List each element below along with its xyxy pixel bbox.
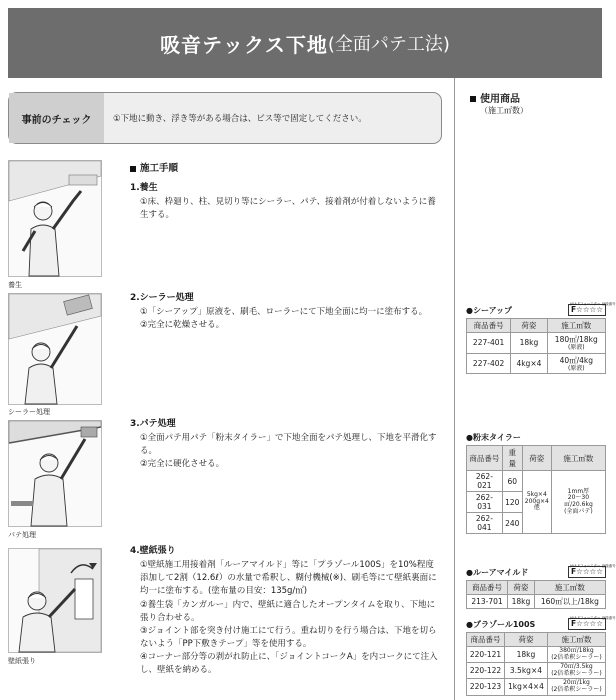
product-taira [466,432,606,534]
table-row: 262-031 120 [467,492,606,513]
step-item: ②完全に硬化させる。 [140,459,225,470]
step-title: 2.シーラー処理 [130,293,194,303]
caption-wallpaper: 壁紙張り [8,657,36,665]
precheck-text: ①下地に動き、浮き等がある場合は、ビス等で固定してください。 [113,114,367,124]
step-item: ①床、枠廻り、柱、見切り等にシーラー、パテ、接着剤が付着しないように養生する。 [140,197,436,221]
square-bullet-icon [470,96,476,102]
precheck-label: 事前のチェック [9,93,104,143]
page-title: 吸音テックス下地 [160,32,328,57]
step-item: ④コーナー部分等の剥がれ防止に、「ジョイントコークA」を内コークにて注入し、壁紙を納める。 [140,652,438,676]
table-row: 213-701 18kg 160㎡以上/18kg [467,595,606,609]
table-row: 220-121 18kg 380㎡/18kg (2倍希釈シーラー) [467,647,606,663]
page-header [8,8,602,78]
product-rua [466,564,616,609]
product-table: 商品番号 荷姿 施工㎡数 220-121 18kg 380㎡/18kg (2倍希釈シーラー) 220-122 3.5kg×4 70㎡/3.5kg (2倍希釈シーラー) 220-123 1kg×4×4 20㎡/1kg (2倍希釈シーラー) [466,632,606,696]
step-sealer [130,290,440,332]
f-star-rating-badge: JAIA Fフォースター 登録番号 F☆☆☆☆ [569,302,616,314]
step-title: 3.パテ処理 [130,419,176,429]
products-subtitle: （施工㎡数） [480,106,528,115]
step-item: ②完全に乾燥させる。 [140,320,225,331]
f-star-rating-badge: JAIA Fフォースター 登録番号 F☆☆☆☆ [569,616,616,628]
step-title: 1.養生 [130,183,158,193]
product-table: 商品番号 重量 荷姿 施工㎡数 262-021 60 5kg×4 200g×4 他 1mm厚 20〜30㎡/20.6kg (全面パテ) 262-031 120 262-041 240 [466,445,606,534]
caption-sealer: シーラー処理 [8,408,50,416]
illustration-putty [8,420,102,527]
square-bullet-icon [130,166,136,172]
f-star-rating-badge: JAIA Fフォースター 登録番号 F☆☆☆☆ [569,564,616,576]
caption-curing: 養生 [8,281,22,289]
product-name: ●ルーアマイルド [466,568,529,577]
product-name: ●粉末タイラー [466,433,521,442]
step-item: ①全面パテ用パテ「粉末タイラー」で下地全面をパテ処理し、下地を平滑化する。 [140,433,437,457]
step-putty [130,416,440,472]
table-row: 220-122 3.5kg×4 70㎡/3.5kg (2倍希釈シーラー) [467,663,606,679]
column-divider [454,78,455,700]
step-item: ②養生袋「カンガルー」内で、壁紙に適合したオープンタイムを取り、下地に張り合わせる。 [140,599,436,623]
step-item: ①「シーアップ」原液を、刷毛、ローラーにて下地全面に均一に塗布する。 [140,307,428,317]
product-table: 商品番号 荷姿 施工㎡数 227-401 18kg 180㎡/18kg (原液) 227-402 4kg×4 40㎡/4kg (原液) [466,318,606,374]
illustration-curing [8,160,102,277]
step-item: ③ジョイント部を突き付け施工にて行う。重ね切りを行う場合は、下地を切らないよう「PP下敷きテープ」等を使用する。 [140,625,437,650]
step-curing [130,180,440,222]
precheck-box [8,92,442,144]
product-pura [466,616,616,696]
table-row: 220-123 1kg×4×4 20㎡/1kg (2倍希釈シーラー) [467,679,606,695]
product-seaup [466,302,616,374]
table-row: 227-402 4kg×4 40㎡/4kg (原液) [467,353,606,374]
table-row: 227-401 18kg 180㎡/18kg (原液) [467,333,606,354]
table-row: 262-041 240 [467,513,606,534]
table-row: 262-021 60 5kg×4 200g×4 他 1mm厚 20〜30㎡/20.6kg (全面パテ) [467,471,606,492]
illustration-sealer [8,293,102,405]
caption-putty: パテ処理 [8,531,36,539]
product-table: 商品番号 荷姿 施工㎡数 213-701 18kg 160㎡以上/18kg [466,580,606,609]
procedure-heading: 施工手順 [130,160,178,174]
step-item: ①壁紙施工用接着剤「ルーアマイルド」等に「プラゾール100S」を10%程度添加して2割（12.6ℓ）の水量で希釈し、糊付機械(※)、刷毛等にて壁紙裏面に均一に塗布する。(塗布量の目安：135g/㎡) [140,560,437,597]
page-subtitle: (全面パテ工法) [327,34,450,55]
products-heading: 使用商品 （施工㎡数） [470,90,528,116]
step-title: 4.壁紙張り [130,546,176,556]
product-name: ●シーアップ [466,306,513,315]
product-name: ●プラゾール100S [466,620,536,629]
step-wallpaper [130,543,440,678]
illustration-wallpaper [8,548,102,653]
